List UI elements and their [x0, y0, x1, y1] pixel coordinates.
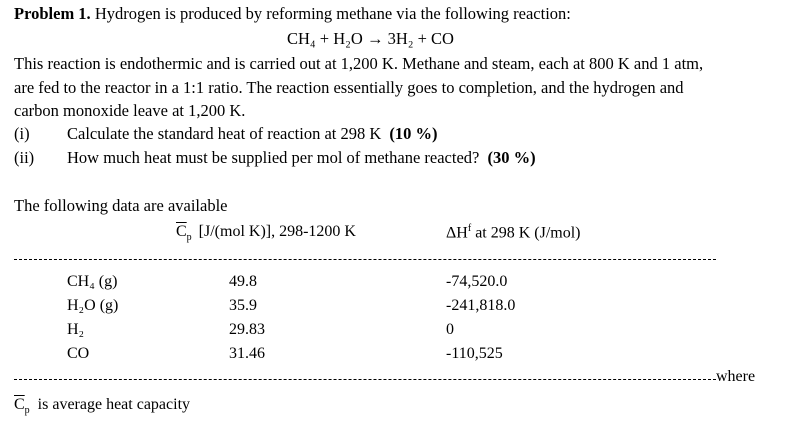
row-dh: -110,525 — [446, 345, 503, 362]
question-2-text: How much heat must be supplied per mol of methane reacted? — [67, 148, 480, 167]
paragraph-line-1: This reaction is endothermic and is carried out at 1,200 K. Methane and steam, each at 800 K and 1 atm, — [14, 54, 704, 73]
row-dh: 0 — [446, 321, 454, 338]
question-2 — [67, 148, 536, 168]
column-header-dh — [446, 223, 581, 242]
row-species: H₂O (g) — [67, 297, 119, 314]
question-1-number: (i) — [14, 124, 30, 143]
question-2-points: (30 %) — [487, 148, 536, 167]
row-dh: -241,818.0 — [446, 297, 516, 314]
question-1 — [67, 124, 438, 144]
row-species: CH₄ (g) — [67, 273, 118, 290]
cp-header-text: [J/(mol K)], 298-1200 K — [198, 223, 356, 240]
row-dh: -74,520.0 — [446, 273, 508, 290]
row-species: CO — [67, 345, 90, 362]
table-bottom-divider — [14, 379, 716, 380]
dh-superscript: f — [467, 223, 472, 234]
problem-intro: Hydrogen is produced by reforming methane via the following reaction: — [94, 4, 571, 23]
table-top-divider — [14, 259, 716, 260]
where-label: where — [716, 368, 756, 385]
data-heading: The following data are available — [14, 196, 228, 215]
paragraph-line-2: are fed to the reactor in a 1:1 ratio. The reaction essentially goes to completion, and the hydrogen and — [14, 78, 684, 97]
row-species: H₂ — [67, 321, 85, 338]
question-2-number: (ii) — [14, 148, 35, 167]
question-1-points: (10 %) — [389, 124, 438, 143]
dh-header-text: at 298 K (J/mol) — [475, 224, 581, 242]
cp-subscript: p — [186, 232, 192, 244]
reaction-equation: CH₄ + H₂O → 3H₂ + CO — [287, 29, 454, 48]
footnote-cp-symbol: $\overline{C}$ — [14, 396, 25, 413]
row-cp: 29.83 — [229, 321, 265, 338]
footnote-cp-subscript: p — [24, 405, 30, 417]
dh-symbol: ΔH — [446, 224, 468, 242]
row-cp: 35.9 — [229, 297, 257, 314]
cp-symbol: $\overline{C}$ — [176, 223, 187, 240]
column-header-cp — [176, 223, 356, 243]
question-1-text: Calculate the standard heat of reaction at 298 K — [67, 124, 382, 143]
footnote — [14, 396, 190, 416]
problem-intro-line — [14, 4, 571, 24]
paragraph-line-3: carbon monoxide leave at 1,200 K. — [14, 101, 246, 120]
row-cp: 31.46 — [229, 345, 265, 362]
problem-label: Problem 1. — [14, 4, 91, 23]
footnote-text: is average heat capacity — [37, 396, 191, 413]
row-cp: 49.8 — [229, 273, 257, 290]
